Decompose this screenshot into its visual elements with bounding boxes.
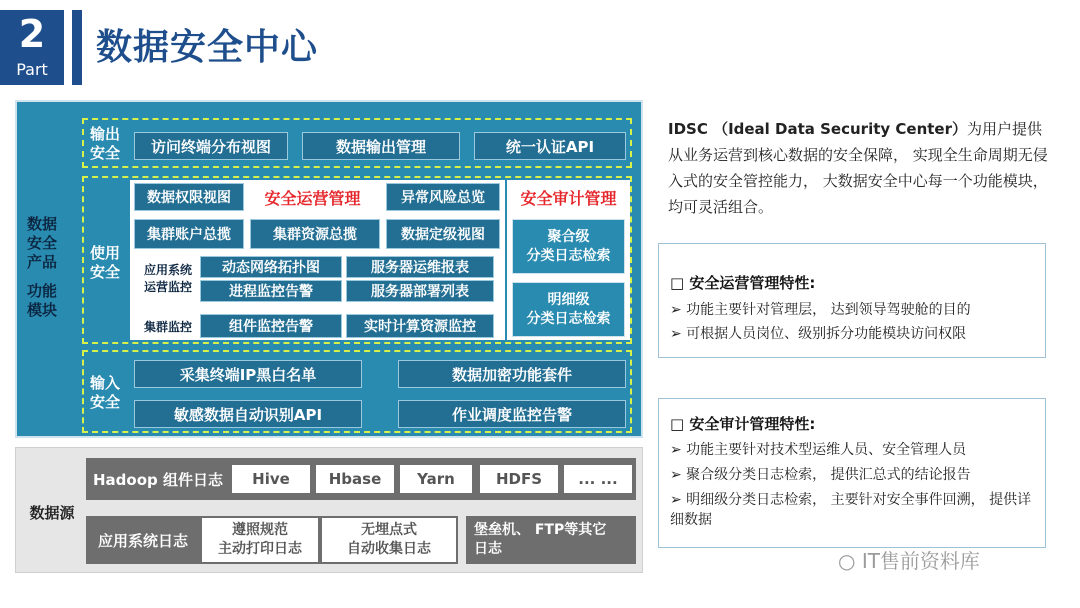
label-line: 输入 <box>90 374 121 392</box>
use-security-label <box>90 244 130 282</box>
realtime-resource-monitor[interactable]: 实时计算资源监控 <box>346 314 494 338</box>
ops-features-title: □ 安全运营管理特性: <box>670 274 816 292</box>
label-line: 安全 <box>90 144 121 162</box>
label-line: 主动打印日志 <box>218 541 302 557</box>
label-line: 无埋点式 <box>361 522 417 538</box>
data-grading-view[interactable]: 数据定级视图 <box>386 219 500 249</box>
label-line: 明细级 <box>547 291 590 308</box>
intro-bold: IDSC （Ideal Data Security Center） <box>668 120 967 138</box>
app-log-label: 应用系统日志 <box>97 531 188 550</box>
security-audit-title: 安全审计管理 <box>520 188 617 208</box>
terminal-distribution-view[interactable]: 访问终端分布视图 <box>134 132 288 160</box>
server-deploy-list[interactable]: 服务器部署列表 <box>346 280 494 302</box>
audit-bullet: ➢ 功能主要针对技术型运维人员、安全管理人员 <box>670 442 967 458</box>
label-line: 应用系统 <box>143 263 192 277</box>
label-line: 堡垒机、 FTP等其它 <box>474 522 607 538</box>
side-label-line: 数据 <box>26 215 57 233</box>
cluster-resources-overview[interactable]: 集群资源总揽 <box>250 219 380 249</box>
part-label: Part <box>16 59 48 79</box>
label-line: 安全 <box>90 393 121 411</box>
component-monitor-alert[interactable]: 组件监控告警 <box>200 314 342 338</box>
side-label-line: 模块 <box>26 301 57 319</box>
cluster-monitor-label: 集群监控 <box>143 319 192 334</box>
risk-overview[interactable]: 异常风险总览 <box>386 183 500 211</box>
title-divider <box>72 10 82 85</box>
label-line: 安全 <box>90 263 121 281</box>
ops-bullet: ➢ 功能主要针对管理层， 达到领导驾驶舱的目的 <box>670 302 971 318</box>
ip-whitelist[interactable]: 采集终端IP黑白名单 <box>134 360 362 388</box>
data-output-management[interactable]: 数据输出管理 <box>302 132 460 160</box>
audit-bullet: ➢ 聚合级分类日志检索， 提供汇总式的结论报告 <box>670 467 971 483</box>
watermark <box>838 545 980 574</box>
label-line: 运营监控 <box>143 280 192 294</box>
security-ops-title: 安全运营管理 <box>264 188 361 208</box>
input-security-label <box>90 374 130 412</box>
hbase-source[interactable]: Hbase <box>316 465 394 493</box>
job-schedule-alert[interactable]: 作业调度监控告警 <box>398 400 626 428</box>
hadoop-log-label: Hadoop 组件日志 <box>93 470 223 489</box>
ops-bullet: ➢ 可根据人员岗位、级别拆分功能模块访问权限 <box>670 326 967 342</box>
label-line: 日志 <box>474 541 502 557</box>
yarn-source[interactable]: Yarn <box>400 465 472 493</box>
audit-bullet: ➢ 明细级分类日志检索， 主要针对安全事件回溯， 提供详细数据 <box>670 492 1032 528</box>
label-line: 分类日志检索 <box>526 247 611 264</box>
data-source-label: 数据源 <box>29 503 75 522</box>
watermark-text: IT售前资料库 <box>861 549 980 573</box>
network-topology[interactable]: 动态网络拓扑图 <box>200 256 342 278</box>
sensitive-data-api[interactable]: 敏感数据自动识别API <box>134 400 362 428</box>
product-side-label <box>22 215 62 320</box>
intro-paragraph <box>668 116 1048 220</box>
label-line: 自动收集日志 <box>347 541 431 557</box>
intro-text: 为用户提供从业务运营到核心数据的安全保障， 实现全生命周期无侵入式的安全管控能力， 大数据安全中心每一个功能模块， 均可灵活组合。 <box>668 120 1048 216</box>
label-line: 分类日志检索 <box>526 310 611 327</box>
auto-collect-log[interactable] <box>322 518 456 562</box>
side-label-line: 安全 <box>26 234 57 252</box>
side-label-line: 产品 <box>26 253 57 271</box>
encryption-suite[interactable]: 数据加密功能套件 <box>398 360 626 388</box>
part-number: 2 <box>18 12 46 56</box>
aggregate-log-search[interactable] <box>512 219 625 274</box>
process-monitor-alert[interactable]: 进程监控告警 <box>200 280 342 302</box>
other-log-label <box>474 521 634 559</box>
audit-features-title: □ 安全审计管理特性: <box>670 415 816 433</box>
wechat-icon: ○ <box>838 549 856 573</box>
hdfs-source[interactable]: HDFS <box>480 465 558 493</box>
label-line: 遵照规范 <box>232 522 288 538</box>
data-permission-view[interactable]: 数据权限视图 <box>134 183 244 211</box>
label-line: 使用 <box>90 244 121 262</box>
more-sources[interactable]: ... ... <box>564 465 632 493</box>
hive-source[interactable]: Hive <box>232 465 310 493</box>
unified-auth-api[interactable]: 统一认证API <box>474 132 626 160</box>
page-title: 数据安全中心 <box>96 26 319 68</box>
app-ops-monitor-label <box>138 262 198 296</box>
server-ops-report[interactable]: 服务器运维报表 <box>346 256 494 278</box>
label-line: 聚合级 <box>547 228 590 245</box>
label-line: 输出 <box>90 125 121 143</box>
output-security-label <box>90 125 130 163</box>
cluster-accounts-overview[interactable]: 集群账户总揽 <box>134 219 244 249</box>
side-label-line: 功能 <box>26 282 57 300</box>
detail-log-search[interactable] <box>512 282 625 337</box>
active-print-log[interactable] <box>202 518 318 562</box>
